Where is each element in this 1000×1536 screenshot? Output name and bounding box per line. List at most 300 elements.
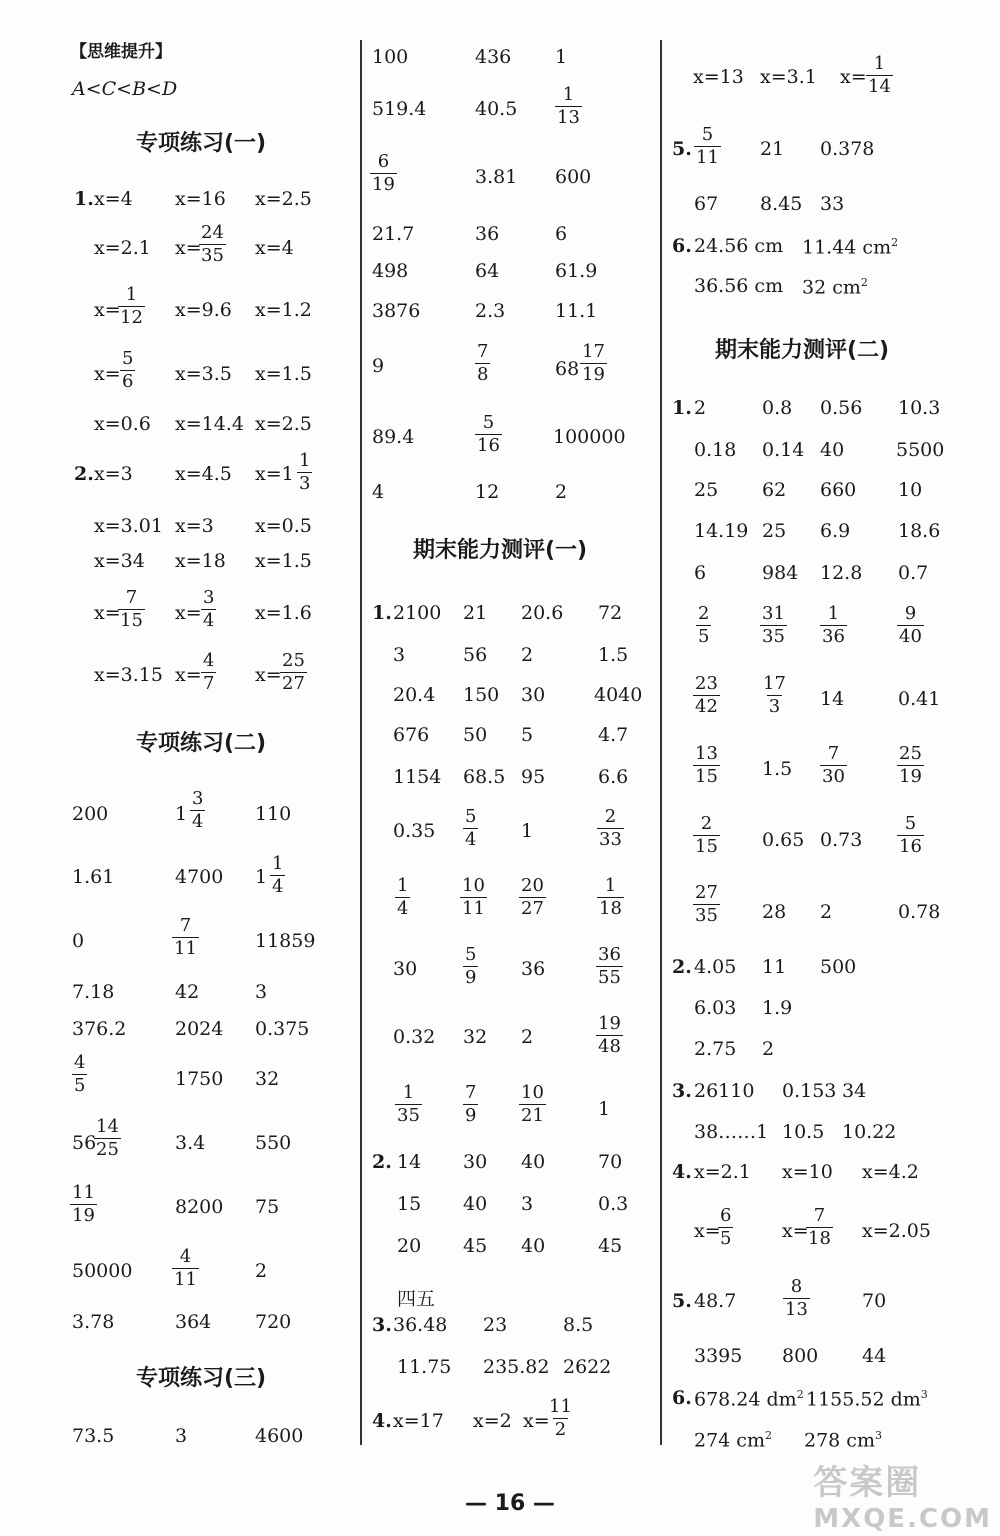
fraction bbox=[597, 877, 624, 918]
numerator: 1 bbox=[873, 53, 886, 74]
answer-text: 4.05 bbox=[694, 956, 737, 978]
answer-text: 7.18 bbox=[72, 981, 115, 1003]
denominator: 11 bbox=[696, 147, 719, 168]
answer-text: 11 bbox=[762, 956, 787, 978]
denominator: 35 bbox=[695, 905, 718, 926]
fraction bbox=[297, 452, 312, 493]
answer-text: 2.75 bbox=[694, 1038, 737, 1060]
denominator: 42 bbox=[695, 696, 718, 717]
numerator: 36 bbox=[598, 944, 621, 965]
answer-text: 2 bbox=[555, 481, 568, 503]
fraction bbox=[806, 1207, 833, 1248]
fraction bbox=[201, 589, 216, 630]
answer-text: 3.4 bbox=[175, 1132, 206, 1154]
fraction bbox=[580, 343, 607, 384]
numerator: 8 bbox=[790, 1276, 803, 1297]
numerator: 27 bbox=[695, 882, 718, 903]
answer-text: 68.5 bbox=[463, 766, 506, 788]
answer-text: 1750 bbox=[175, 1068, 224, 1090]
answer-text: 2 bbox=[521, 644, 534, 666]
numerator: 7 bbox=[827, 743, 840, 764]
numerator: 13 bbox=[695, 743, 718, 764]
unit-value bbox=[804, 1430, 882, 1450]
answer-text: 40 bbox=[820, 439, 845, 461]
answer-text: 36.48 bbox=[393, 1314, 448, 1336]
answer-text: 28 bbox=[762, 901, 787, 923]
question-number: 6. bbox=[672, 235, 692, 257]
denominator: 7 bbox=[203, 673, 215, 694]
answer-text: x=3.01 bbox=[94, 515, 163, 537]
answer-text: 72 bbox=[598, 602, 623, 624]
answer-text: x=2.5 bbox=[255, 188, 312, 210]
numerator: 1 bbox=[402, 1082, 415, 1103]
answer-text: 436 bbox=[475, 46, 512, 68]
answer-text: 3 bbox=[255, 981, 268, 1003]
answer-text: 3.81 bbox=[475, 166, 518, 188]
unit-value bbox=[802, 237, 898, 257]
denominator: 19 bbox=[72, 1205, 95, 1226]
answer-text: 110 bbox=[255, 803, 292, 825]
question-number: 2. bbox=[372, 1151, 392, 1173]
denominator: 11 bbox=[174, 1269, 197, 1290]
answer-text: 2 bbox=[694, 397, 707, 419]
numerator: 2 bbox=[698, 603, 710, 624]
answer-text: x=3 bbox=[94, 463, 133, 485]
answer-text: 1.9 bbox=[762, 997, 793, 1019]
question-number: 5. bbox=[672, 138, 692, 160]
answer-text: 0.378 bbox=[820, 138, 875, 160]
answer-text: 0.73 bbox=[820, 829, 863, 851]
answer-text: 2 bbox=[521, 1026, 534, 1048]
unit-value bbox=[806, 1389, 928, 1409]
denominator: 18 bbox=[808, 1228, 831, 1249]
answer-text: 0.32 bbox=[393, 1026, 436, 1048]
answer-text: 64 bbox=[475, 260, 500, 282]
answer-text: 1 bbox=[555, 46, 568, 68]
answer-text: 0.8 bbox=[762, 397, 793, 419]
numerator: 9 bbox=[904, 603, 917, 624]
answer-text: x= bbox=[175, 602, 202, 624]
fraction bbox=[820, 605, 847, 646]
answer-text: x=0.6 bbox=[94, 413, 151, 435]
answer-text: 0.3 bbox=[598, 1193, 629, 1215]
denominator: 4 bbox=[203, 610, 215, 631]
fraction bbox=[270, 855, 285, 896]
denominator: 19 bbox=[899, 766, 922, 787]
numerator: 1 bbox=[562, 84, 575, 105]
numerator: 1 bbox=[125, 284, 138, 305]
numerator: 5 bbox=[904, 813, 917, 834]
answer-text: 14 bbox=[397, 1151, 422, 1173]
answer-text: 73.5 bbox=[72, 1425, 115, 1447]
exponent: 2 bbox=[860, 276, 868, 289]
answer-text: 6 bbox=[694, 562, 707, 584]
numerator: 11 bbox=[72, 1182, 95, 1203]
answer-text: 20.4 bbox=[393, 684, 436, 706]
answer-text: x=1.6 bbox=[255, 602, 312, 624]
answer-text: 30 bbox=[521, 684, 546, 706]
denominator: 2 bbox=[554, 1419, 567, 1440]
answer-text: 800 bbox=[782, 1345, 819, 1367]
answer-text: x=1.2 bbox=[255, 299, 312, 321]
numerator: 25 bbox=[282, 650, 305, 671]
answer-text: 9 bbox=[372, 355, 385, 377]
denominator: 27 bbox=[521, 898, 544, 919]
column-divider-right bbox=[660, 40, 662, 1445]
denominator: 33 bbox=[599, 829, 622, 850]
section-heading: 专项练习(三) bbox=[136, 1366, 267, 1391]
fraction bbox=[897, 815, 924, 856]
answer-text: 235.82 bbox=[483, 1356, 550, 1378]
exponent: 3 bbox=[874, 1429, 882, 1442]
answer-text: 498 bbox=[372, 260, 409, 282]
denominator: 5 bbox=[720, 1228, 732, 1249]
answer-text: x=1.5 bbox=[255, 363, 312, 385]
denominator: 6 bbox=[122, 371, 134, 392]
fraction bbox=[519, 1084, 546, 1125]
answer-text: x=2.1 bbox=[694, 1161, 751, 1183]
answer-text: 32 bbox=[463, 1026, 488, 1048]
answer-text: 18.6 bbox=[898, 520, 941, 542]
answer-text: 44 bbox=[862, 1345, 887, 1367]
answer-text: 5 bbox=[521, 724, 534, 746]
fraction bbox=[463, 946, 478, 987]
answer-text: 4 bbox=[372, 481, 385, 503]
question-number: 2. bbox=[672, 956, 692, 978]
answer-text: 30 bbox=[393, 958, 418, 980]
answer-text: 984 bbox=[762, 562, 799, 584]
answer-text: 42 bbox=[175, 981, 200, 1003]
answer-text: 67 bbox=[694, 193, 719, 215]
answer-text: 0.65 bbox=[762, 829, 805, 851]
value-text: 278 cm bbox=[804, 1429, 875, 1452]
answer-text: x=3.5 bbox=[175, 363, 232, 385]
numerator: 4 bbox=[203, 650, 215, 671]
exponent: 2 bbox=[764, 1429, 772, 1442]
answer-text: 14.19 bbox=[694, 520, 749, 542]
answer-text: x= bbox=[694, 1220, 721, 1242]
answer-text: 33 bbox=[820, 193, 845, 215]
answer-text: 10.3 bbox=[898, 397, 941, 419]
denominator: 15 bbox=[695, 766, 718, 787]
answer-text: 0.14 bbox=[762, 439, 805, 461]
answer-text: 1154 bbox=[393, 766, 442, 788]
answer-text: x=34 bbox=[94, 550, 145, 572]
fraction bbox=[120, 350, 135, 391]
denominator: 35 bbox=[762, 626, 785, 647]
answer-text: 21 bbox=[760, 138, 785, 160]
denominator: 15 bbox=[120, 610, 143, 631]
answer-text: 1 bbox=[255, 866, 268, 888]
denominator: 35 bbox=[201, 245, 224, 266]
fraction bbox=[783, 1278, 810, 1319]
question-number: 5. bbox=[672, 1290, 692, 1312]
answer-text: x= bbox=[94, 299, 121, 321]
fraction bbox=[597, 808, 624, 849]
answer-text: 500 bbox=[820, 956, 857, 978]
fraction bbox=[866, 55, 893, 96]
answer-text: x=3.1 bbox=[760, 66, 817, 88]
numerator: 10 bbox=[521, 1082, 544, 1103]
numerator: 10 bbox=[462, 875, 485, 896]
answer-text: 61.9 bbox=[555, 260, 598, 282]
numerator: 17 bbox=[763, 673, 786, 694]
fraction bbox=[370, 153, 397, 194]
fraction bbox=[696, 605, 711, 646]
answer-text: 32 bbox=[255, 1068, 280, 1090]
fraction bbox=[897, 605, 924, 646]
numerator: 1 bbox=[299, 450, 311, 471]
answer-text: 5500 bbox=[896, 439, 945, 461]
answer-text: 四五 bbox=[397, 1288, 436, 1310]
fraction bbox=[897, 745, 924, 786]
answer-text: x=2.1 bbox=[94, 237, 151, 259]
answer-text: 40 bbox=[521, 1151, 546, 1173]
numerator: 3 bbox=[203, 587, 215, 608]
answer-text: 2 bbox=[820, 901, 833, 923]
answer-text: 6.6 bbox=[598, 766, 629, 788]
fraction bbox=[201, 652, 216, 693]
answer-text: 550 bbox=[255, 1132, 292, 1154]
answer-text: 2024 bbox=[175, 1018, 224, 1040]
answer-text: x=0.5 bbox=[255, 515, 312, 537]
answer-text: 2622 bbox=[563, 1356, 612, 1378]
answer-text: 11.75 bbox=[397, 1356, 452, 1378]
denominator: 4 bbox=[397, 898, 409, 919]
numerator: 20 bbox=[521, 875, 544, 896]
denominator: 16 bbox=[899, 836, 922, 857]
numerator: 5 bbox=[465, 806, 477, 827]
question-number: 6. bbox=[672, 1387, 692, 1409]
numerator: 5 bbox=[122, 348, 134, 369]
denominator: 4 bbox=[465, 829, 477, 850]
fraction bbox=[475, 414, 502, 455]
answer-text: 0.56 bbox=[820, 397, 863, 419]
answer-text: x=13 bbox=[693, 66, 744, 88]
answer-text: x=4.5 bbox=[175, 463, 232, 485]
answer-text: 4600 bbox=[255, 1425, 304, 1447]
answer-text: 21.7 bbox=[372, 223, 415, 245]
answer-text: x= bbox=[255, 664, 282, 686]
answer-text: x=16 bbox=[175, 188, 226, 210]
answer-text: x= bbox=[782, 1220, 809, 1242]
section-title: 【思维提升】 bbox=[70, 42, 172, 62]
exponent: 2 bbox=[796, 1388, 804, 1401]
denominator: 4 bbox=[192, 811, 204, 832]
answer-text: x=18 bbox=[175, 550, 226, 572]
fraction bbox=[118, 589, 145, 630]
section-heading: 期末能力测评(二) bbox=[715, 338, 890, 363]
fraction bbox=[72, 1054, 87, 1095]
numerator: 1 bbox=[827, 603, 840, 624]
answer-text: 68 bbox=[555, 358, 580, 380]
denominator: 19 bbox=[372, 174, 395, 195]
answer-text: x=17 bbox=[393, 1410, 444, 1432]
value-text: 11.44 cm bbox=[802, 236, 892, 259]
fraction bbox=[460, 877, 487, 918]
denominator: 13 bbox=[557, 107, 580, 128]
fraction bbox=[463, 808, 478, 849]
denominator: 3 bbox=[768, 696, 781, 717]
answer-text: 50000 bbox=[72, 1260, 133, 1282]
numerator: 24 bbox=[201, 222, 224, 243]
question-number: 4. bbox=[372, 1410, 392, 1432]
fraction bbox=[463, 1084, 478, 1125]
numerator: 17 bbox=[582, 341, 605, 362]
fraction bbox=[718, 1207, 733, 1248]
answer-text: 25 bbox=[694, 479, 719, 501]
section-heading: 专项练习(二) bbox=[136, 731, 267, 756]
answer-text: x= bbox=[175, 237, 202, 259]
answer-text: x= bbox=[840, 66, 867, 88]
numerator: 4 bbox=[74, 1052, 86, 1073]
numerator: 1 bbox=[272, 853, 284, 874]
answer-text: 48.7 bbox=[694, 1290, 737, 1312]
numerator: 3 bbox=[192, 788, 204, 809]
answer-text: 0.7 bbox=[898, 562, 929, 584]
answer-text: x=1.5 bbox=[255, 550, 312, 572]
numerator: 5 bbox=[465, 944, 477, 965]
denominator: 13 bbox=[785, 1299, 808, 1320]
denominator: 11 bbox=[174, 938, 197, 959]
denominator: 5 bbox=[74, 1075, 86, 1096]
answer-text: 8.45 bbox=[760, 193, 803, 215]
answer-text: 15 bbox=[397, 1193, 422, 1215]
numerator: 6 bbox=[377, 151, 390, 172]
denominator: 36 bbox=[822, 626, 845, 647]
answer-text: x=14.4 bbox=[175, 413, 244, 435]
numerator: 5 bbox=[701, 124, 714, 145]
fraction bbox=[519, 877, 546, 918]
answer-text: 10 bbox=[898, 479, 923, 501]
answer-text: x= bbox=[175, 664, 202, 686]
numerator: 7 bbox=[465, 1082, 477, 1103]
answer-text: 36 bbox=[475, 223, 500, 245]
answer-text: 6.9 bbox=[820, 520, 851, 542]
answer-text: 364 bbox=[175, 1311, 212, 1333]
column-divider-left bbox=[360, 40, 362, 1445]
answer-text: 676 bbox=[393, 724, 430, 746]
denominator: 21 bbox=[521, 1105, 544, 1126]
numerator: 2 bbox=[700, 813, 713, 834]
answer-text: 1 bbox=[175, 803, 188, 825]
answer-text: 14 bbox=[820, 688, 845, 710]
denominator: 5 bbox=[698, 626, 710, 647]
answer-text: x=2 bbox=[473, 1410, 512, 1432]
numerator: 5 bbox=[482, 412, 495, 433]
answer-text: 1.5 bbox=[762, 758, 793, 780]
fraction bbox=[761, 675, 788, 716]
fraction bbox=[693, 745, 720, 786]
answer-text: 21 bbox=[463, 602, 488, 624]
answer-text: 6 bbox=[555, 223, 568, 245]
page-number: — 16 — bbox=[465, 1491, 555, 1516]
answer-text: 660 bbox=[820, 479, 857, 501]
numerator: 6 bbox=[720, 1205, 732, 1226]
fraction bbox=[172, 917, 199, 958]
answer-text: 3395 bbox=[694, 1345, 743, 1367]
question-number: 2. bbox=[74, 463, 94, 485]
fraction bbox=[694, 126, 721, 167]
answer-text: 45 bbox=[463, 1235, 488, 1257]
numerator: 23 bbox=[695, 673, 718, 694]
answer-text: 34 bbox=[842, 1080, 867, 1102]
numerator: 25 bbox=[899, 743, 922, 764]
numerator: 7 bbox=[179, 915, 192, 936]
answer-text: 11859 bbox=[255, 930, 316, 952]
fraction bbox=[596, 946, 623, 987]
answer-text: x=4 bbox=[94, 188, 133, 210]
answer-text: 36.56 cm bbox=[694, 275, 784, 297]
answer-text: x=10 bbox=[782, 1161, 833, 1183]
value-text: 274 cm bbox=[694, 1429, 765, 1452]
answer-text: 3 bbox=[393, 644, 406, 666]
numerator: 1 bbox=[397, 875, 409, 896]
answer-text: 95 bbox=[521, 766, 546, 788]
think-answer: A<C<B<D bbox=[72, 78, 178, 100]
value-text: 32 cm bbox=[802, 276, 861, 299]
answer-text: 1.5 bbox=[598, 644, 629, 666]
value-text: 1155.52 dm bbox=[806, 1388, 921, 1411]
denominator: 9 bbox=[465, 967, 477, 988]
answer-text: x= bbox=[94, 363, 121, 385]
fraction bbox=[693, 675, 720, 716]
unit-value bbox=[802, 277, 868, 297]
denominator: 8 bbox=[477, 364, 489, 385]
answer-text: 11.1 bbox=[555, 300, 598, 322]
answer-text: 1.61 bbox=[72, 866, 115, 888]
numerator: 11 bbox=[549, 1396, 572, 1417]
answer-text: 4.7 bbox=[598, 724, 629, 746]
answer-text: 50 bbox=[463, 724, 488, 746]
answer-text: 75 bbox=[255, 1196, 280, 1218]
answer-text: 6.03 bbox=[694, 997, 737, 1019]
answer-text: 2100 bbox=[393, 602, 442, 624]
answer-text: 24.56 cm bbox=[694, 235, 784, 257]
answer-text: 376.2 bbox=[72, 1018, 127, 1040]
denominator: 9 bbox=[465, 1105, 477, 1126]
answer-text: 70 bbox=[862, 1290, 887, 1312]
value-text: 678.24 dm bbox=[694, 1388, 797, 1411]
fraction bbox=[70, 1184, 97, 1225]
numerator: 14 bbox=[96, 1116, 119, 1137]
denominator: 30 bbox=[822, 766, 845, 787]
answer-text: 45 bbox=[598, 1235, 623, 1257]
answer-text: 1 bbox=[598, 1098, 611, 1120]
answer-text: 26110 bbox=[694, 1080, 755, 1102]
answer-text: x=9.6 bbox=[175, 299, 232, 321]
question-number: 1. bbox=[672, 397, 692, 419]
fraction bbox=[555, 86, 582, 127]
answer-text: 720 bbox=[255, 1311, 292, 1333]
answer-text: 4700 bbox=[175, 866, 224, 888]
numerator: 19 bbox=[598, 1013, 621, 1034]
unit-value bbox=[694, 1389, 804, 1409]
answer-text: x=3.15 bbox=[94, 664, 163, 686]
answer-text: x= bbox=[523, 1410, 550, 1432]
answer-text: 62 bbox=[762, 479, 787, 501]
question-number: 1. bbox=[74, 188, 94, 210]
fraction bbox=[547, 1398, 574, 1439]
answer-text: 40.5 bbox=[475, 98, 518, 120]
fraction bbox=[693, 884, 720, 925]
numerator: 1 bbox=[604, 875, 617, 896]
fraction bbox=[172, 1248, 199, 1289]
fraction bbox=[190, 790, 205, 831]
fraction bbox=[596, 1015, 623, 1056]
answer-text: 519.4 bbox=[372, 98, 427, 120]
answer-text: 0.375 bbox=[255, 1018, 310, 1040]
